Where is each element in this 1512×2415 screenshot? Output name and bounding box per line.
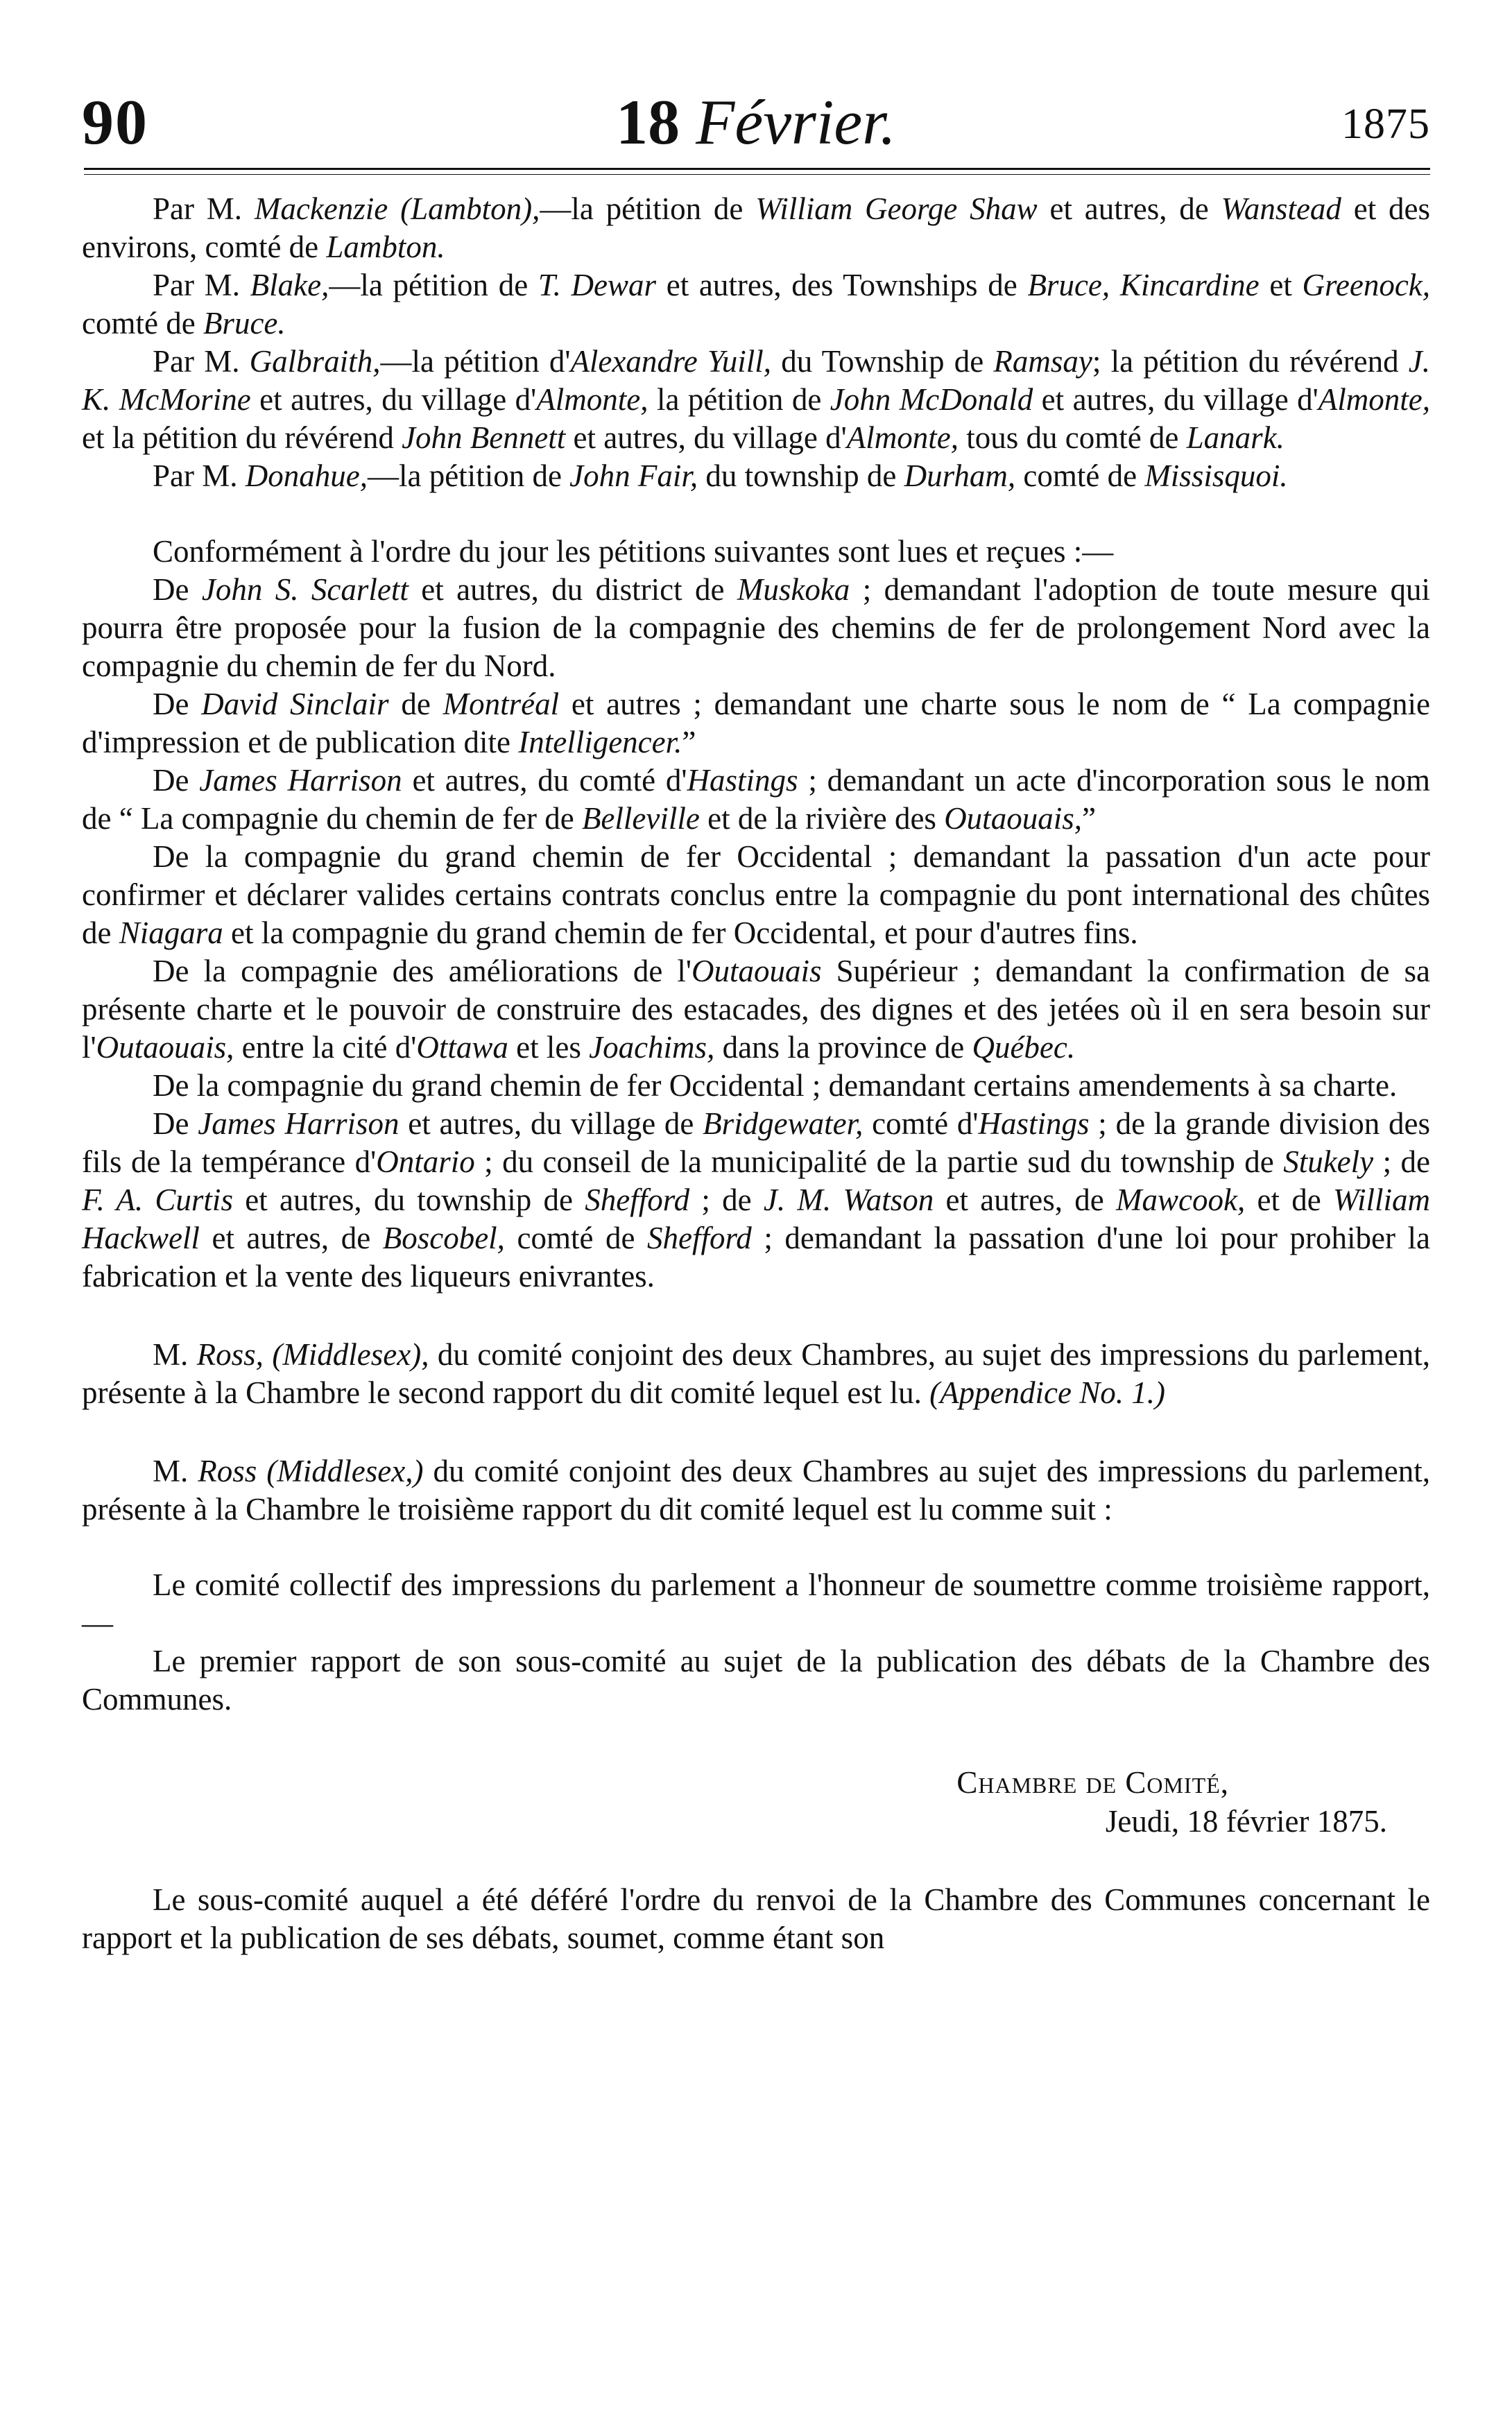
running-year: 1875 <box>1341 101 1430 148</box>
petition-great-western-niagara: De la compagnie du grand chemin de fer Occidental ; demandant la passation d'un acte pour confirmer et déclarer valides certains contrats conclus entre la compagnie du pont international des chûtes de Niagara et la compagnie du grand chemin de fer Occidental, et pour d'autres fins. <box>82 839 1430 950</box>
petition-mackenzie: Par M. Mackenzie (Lambton),—la pétition de William George Shaw et autres, de Wanstead et des environs, comté de Lambton. <box>82 191 1431 264</box>
committee-statement: Le comité collectif des impressions du parlement a l'honneur de soumettre comme troisième rapport,— <box>82 1567 1430 1640</box>
running-date-month: Février. <box>696 87 896 157</box>
page-number: 90 <box>82 87 148 157</box>
page <box>82 87 1431 1957</box>
signature-place: Chambre de Comité, <box>956 1765 1229 1800</box>
report-ross-third: M. Ross (Middlesex,) du comité conjoint des deux Chambres au sujet des impressions du parlement, présente à la Chambre le troisième rapport du dit comité lequel est lu comme suit : <box>82 1454 1431 1527</box>
petition-donahue: Par M. Donahue,—la pétition de John Fair, du township de Durham, comté de Missisquoi. <box>153 458 1288 493</box>
subcommittee-first-report: Le premier rapport de son sous-comité au sujet de la publication des débats de la Chambre des Communes. <box>82 1644 1430 1717</box>
page-header <box>82 87 1430 168</box>
petition-harrison-temperance: De James Harrison et autres, du village de Bridgewater, comté d'Hastings ; de la grande division des fils de la tempérance d'Ontario ; du conseil de la municipalité de la partie sud du township de Stukely ; de F. A. Curtis et autres, du township de Shefford ; de J. M. Watson et autres, de Mawcook, et de William Hackwell et autres, de Boscobel, comté de Shefford ; demandant la passation d'une loi pour prohiber la fabrication et la vente des liqueurs enivrantes. <box>82 1106 1430 1294</box>
running-date <box>82 87 1430 157</box>
petition-galbraith: Par M. Galbraith,—la pétition d'Alexandre Yuill, du Township de Ramsay; la pétition du révérend J. K. McMorine et autres, du village d'Almonte, la pétition de John McDonald et autres, du village d'Almonte, et la pétition du révérend John Bennett et autres, du village d'Almonte, tous du comté de Lanark. <box>82 344 1431 455</box>
petition-harrison-belleville: De James Harrison et autres, du comté d'Hastings ; demandant un acte d'incorporation sous le nom de “ La compagnie du chemin de fer de Belleville et de la rivière des Outaouais,” <box>82 763 1430 836</box>
petition-upper-ottawa: De la compagnie des améliorations de l'Outaouais Supérieur ; demandant la confirmation de sa présente charte et le pouvoir de construire des estacades, des dignes et des jetées où il en sera besoin sur l'Outaouais, entre la cité d'Ottawa et les Joachims, dans la province de Québec. <box>82 954 1431 1065</box>
signature-date: Jeudi, 18 février 1875. <box>1105 1804 1387 1839</box>
petition-scarlett: De John S. Scarlett et autres, du district de Muskoka ; demandant l'adoption de toute mesure qui pourra être proposée pour la fusion de la compagnie des chemins de fer de prolongement Nord avec la compagnie du chemin de fer du Nord. <box>82 572 1430 683</box>
journal-text <box>82 190 1430 1957</box>
header-rule <box>84 168 1430 175</box>
petition-blake: Par M. Blake,—la pétition de T. Dewar et autres, des Townships de Bruce, Kincardine et Greenock, comté de Bruce. <box>82 268 1431 341</box>
subcommittee-report-start: Le sous-comité auquel a été déféré l'ordre du renvoi de la Chambre des Communes concernant le rapport et la publication de ses débats, soumet, comme étant son <box>82 1882 1430 1955</box>
running-date-day: 18 <box>616 87 680 157</box>
order-of-day-intro: Conformément à l'ordre du jour les pétitions suivantes sont lues et reçues :— <box>153 534 1114 569</box>
report-ross-second: M. Ross, (Middlesex), du comité conjoint des deux Chambres, au sujet des impressions du parlement, présente à la Chambre le second rapport du dit comité lequel est lu. (Appendice No. 1.) <box>82 1337 1431 1410</box>
petition-sinclair: De David Sinclair de Montréal et autres ; demandant une charte sous le nom de “ La compagnie d'impression et de publication dite Intelligencer.” <box>82 687 1430 759</box>
petition-great-western-charter: De la compagnie du grand chemin de fer Occidental ; demandant certains amendements à sa charte. <box>153 1068 1398 1103</box>
